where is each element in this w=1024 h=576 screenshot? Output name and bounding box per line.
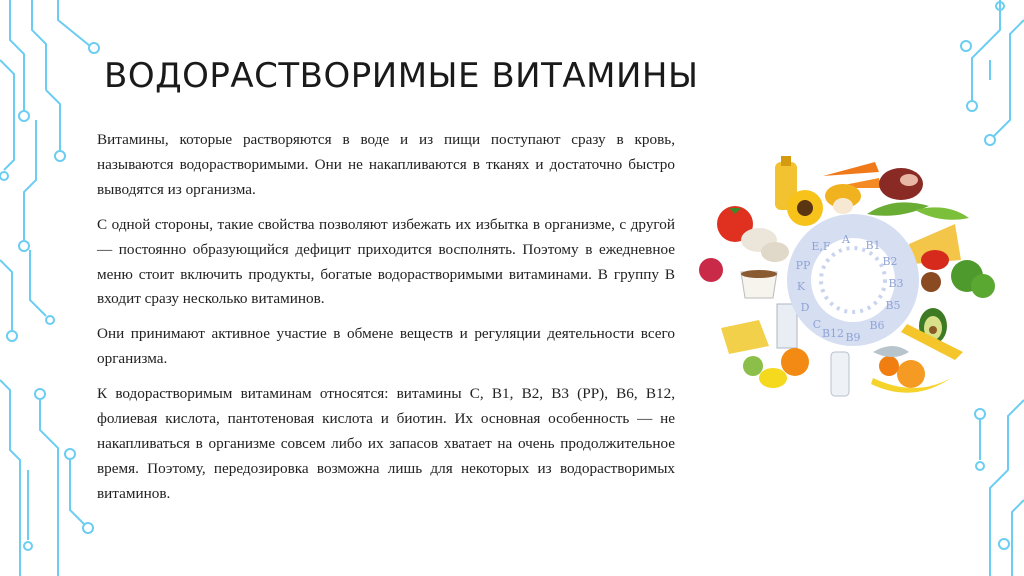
paragraph-1: Витамины, которые растворяются в воде и из пищи поступают сразу в кровь, называются водорастворимыми. Они не накапливаются в тканях и достаточно быстро выводятся из организма.: [97, 131, 675, 198]
vitamin-food-wheel-image: [693, 152, 1015, 404]
slide-title: ВОДОРАСТВОРИМЫЕ ВИТАМИНЫ: [104, 56, 699, 96]
paragraph-4: К водорастворимым витаминам относятся: витамины С, В1, В2, В3 (РР), В6, В12, фолиевая кислота, пантотеновая кислота и биотин. Их основная особенность — не накапливаться в организме совсем либо их запасов хватает на очень продолжительное время. Поэтому, передозировка возможна лишь для некоторых из водорастворимых витаминов.: [97, 385, 675, 502]
wheel-label-B3: B3: [888, 277, 904, 290]
paragraph-3: Они принимают активное участие в обмене веществ и регуляции деятельности всего организма.: [97, 325, 675, 368]
wheel-label-PP: PP: [795, 259, 811, 272]
wheel-label-B5: B5: [885, 299, 901, 312]
wheel-label-B1: B1: [865, 239, 881, 252]
wheel-label-C: C: [812, 318, 822, 331]
wheel-label-K: K: [796, 280, 806, 293]
wheel-label-B12: B12: [821, 327, 845, 340]
wheel-label-EF: E,F: [811, 240, 831, 253]
paragraph-2: С одной стороны, такие свойства позволяют избежать их избытка в организме, с другой — постоянно образующийся дефицит приходится восполнять. Поэтому в ежедневное меню стоит включить продукты, богатые водорастворимыми витаминами. В группу В входит сразу несколько витаминов.: [97, 215, 675, 308]
wheel-label-D: D: [800, 301, 810, 314]
wheel-label-B9: B9: [845, 331, 861, 344]
vitamin-wheel: [787, 214, 919, 346]
slide-body: [97, 128, 675, 517]
wheel-label-A: A: [842, 233, 850, 246]
wheel-label-B6: B6: [869, 319, 885, 332]
wheel-label-B2: B2: [882, 255, 898, 268]
